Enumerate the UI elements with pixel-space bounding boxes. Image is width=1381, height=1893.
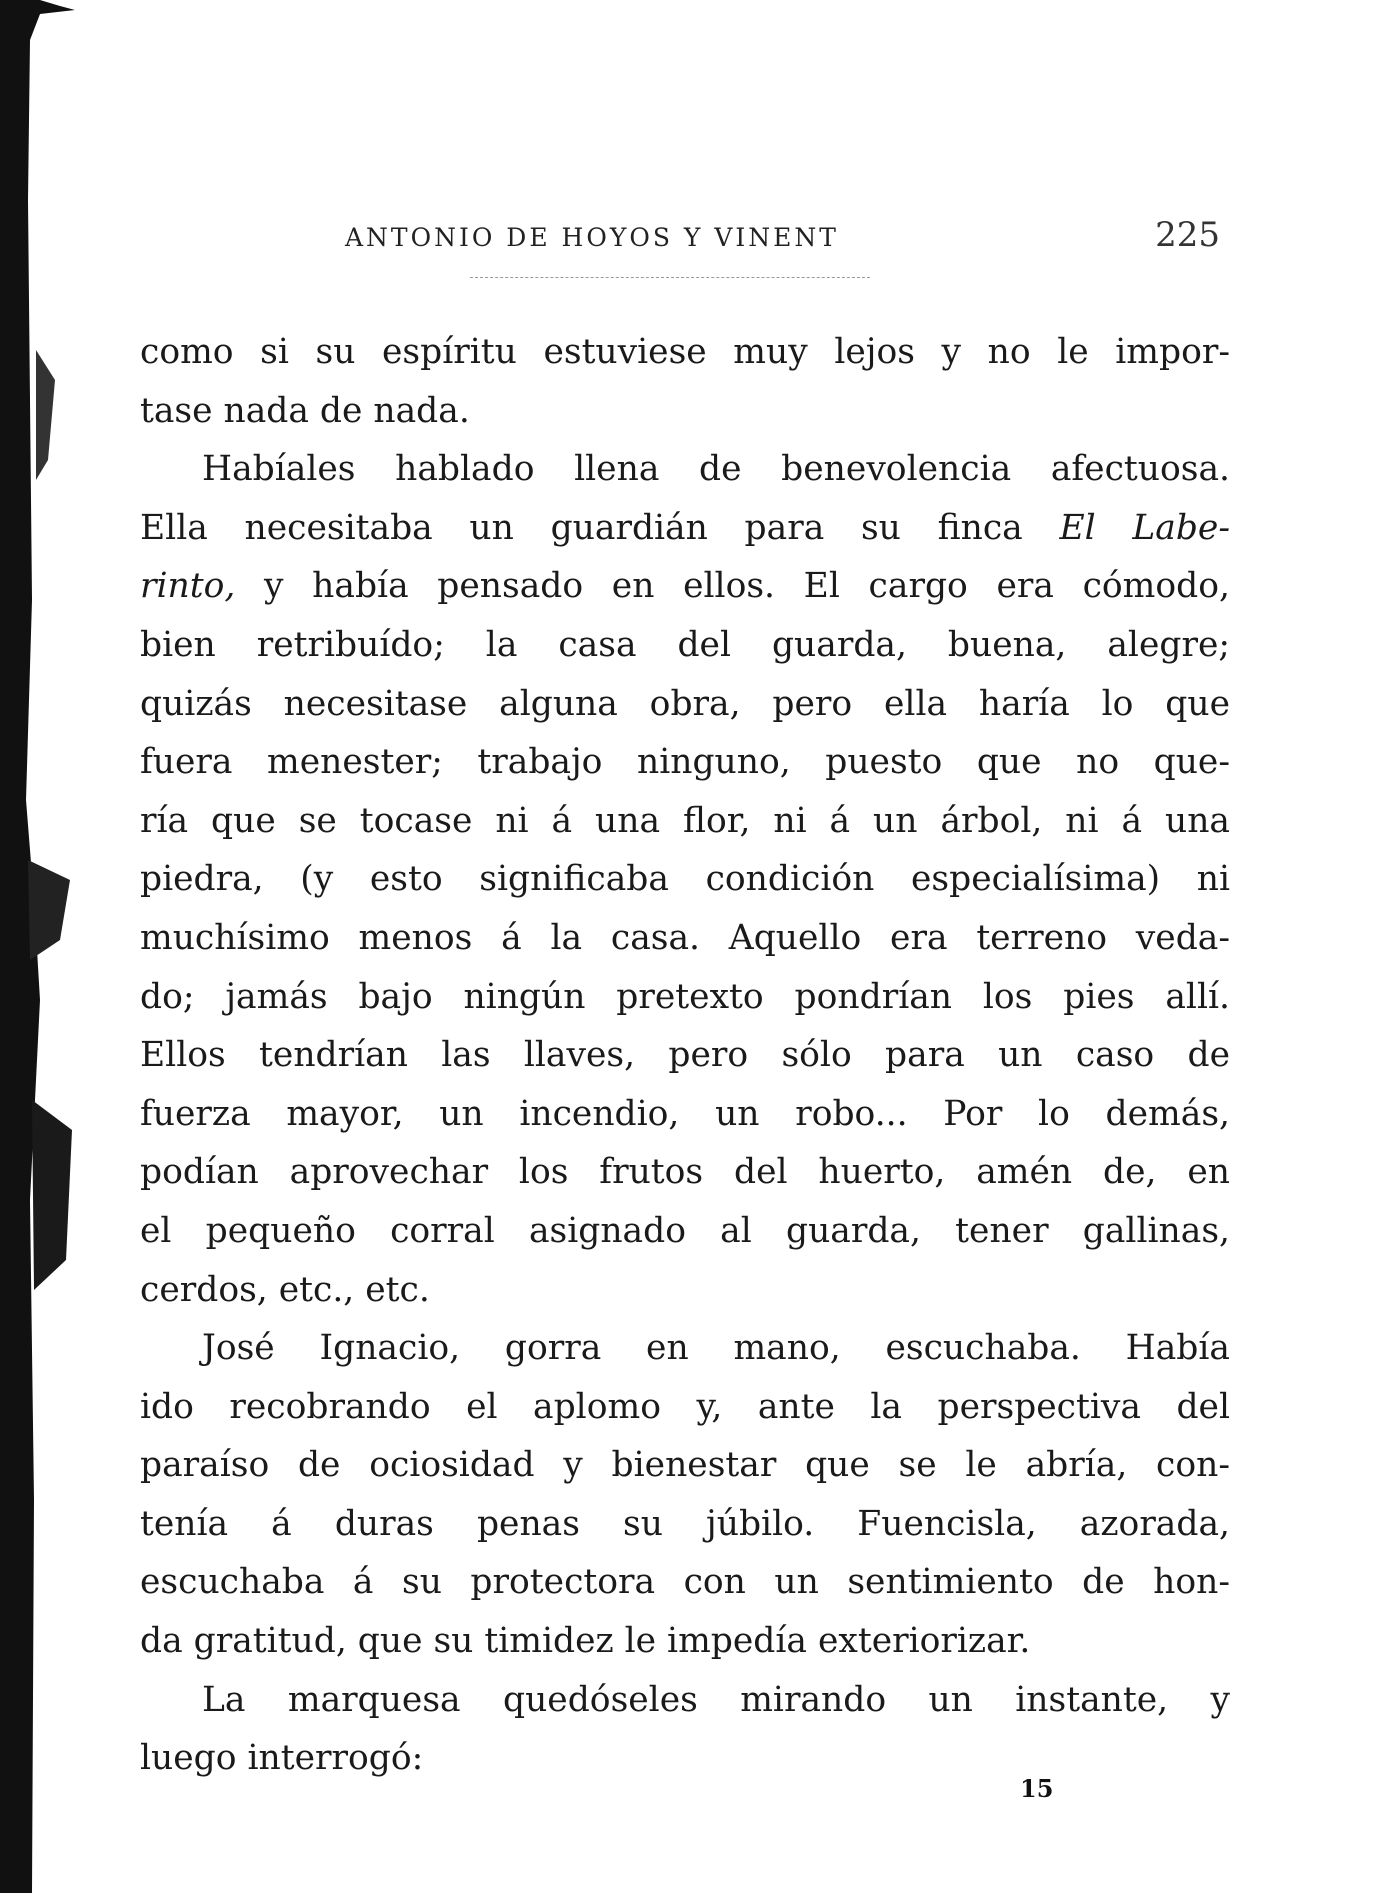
text-line: tase nada de nada. [140,390,470,431]
body-text [140,323,1230,1788]
scanned-page-edge [0,0,90,1893]
text-line: rinto, y había pensado en ellos. El cargo era cómodo, [140,566,1230,607]
text-line: do; jamás bajo ningún pretexto pondrían los pies allí. [140,976,1230,1017]
paragraph [140,323,1230,440]
text-line: el pequeño corral asignado al guarda, tener gallinas, [140,1210,1230,1251]
text-line: luego interrogó: [140,1738,424,1779]
text-line: bien retribuído; la casa del guarda, buena, alegre; [140,624,1230,665]
text-line: quizás necesitase alguna obra, pero ella haría lo que [140,683,1230,724]
printer-signature: 15 [1020,1774,1054,1803]
text-line: piedra, (y esto significaba condición especialísima) ni [140,859,1230,900]
page-number: 225 [1155,215,1220,255]
running-title: ANTONIO DE HOYOS Y VINENT [345,223,839,252]
text-line: tenía á duras penas su júbilo. Fuencisla, azorada, [140,1503,1230,1544]
text-line: muchísimo menos á la casa. Aquello era terreno veda- [140,917,1230,958]
text-line: Ellos tendrían las llaves, pero sólo para un caso de [140,1035,1230,1076]
text-line: La marquesa quedóseles mirando un instante, y [202,1679,1230,1720]
header-rule [470,277,870,279]
paragraph [140,440,1230,1319]
paragraph [140,1671,1230,1788]
book-page [140,215,1230,1788]
text-line: paraíso de ociosidad y bienestar que se le abría, con- [140,1445,1230,1486]
text-line: ría que se tocase ni á una flor, ni á un árbol, ni á una [140,800,1230,841]
text-line: fuera menester; trabajo ninguno, puesto que no que- [140,742,1230,783]
text-line: fuerza mayor, un incendio, un robo... Por lo demás, [140,1093,1230,1134]
text-line: da gratitud, que su timidez le impedía exteriorizar. [140,1621,1031,1662]
running-head [140,215,1230,263]
text-line: José Ignacio, gorra en mano, escuchaba. Había [202,1328,1230,1369]
paragraph [140,1319,1230,1671]
text-line: ido recobrando el aplomo y, ante la perspectiva del [140,1386,1230,1427]
text-line: como si su espíritu estuviese muy lejos y no le impor- [140,332,1230,372]
text-line: Habíales hablado llena de benevolencia afectuosa. [202,449,1230,490]
text-line: cerdos, etc., etc. [140,1269,430,1310]
text-line: podían aprovechar los frutos del huerto, amén de, en [140,1152,1230,1193]
text-line: Ella necesitaba un guardián para su finca El Labe- [140,507,1230,548]
text-line: escuchaba á su protectora con un sentimiento de hon- [140,1562,1230,1603]
